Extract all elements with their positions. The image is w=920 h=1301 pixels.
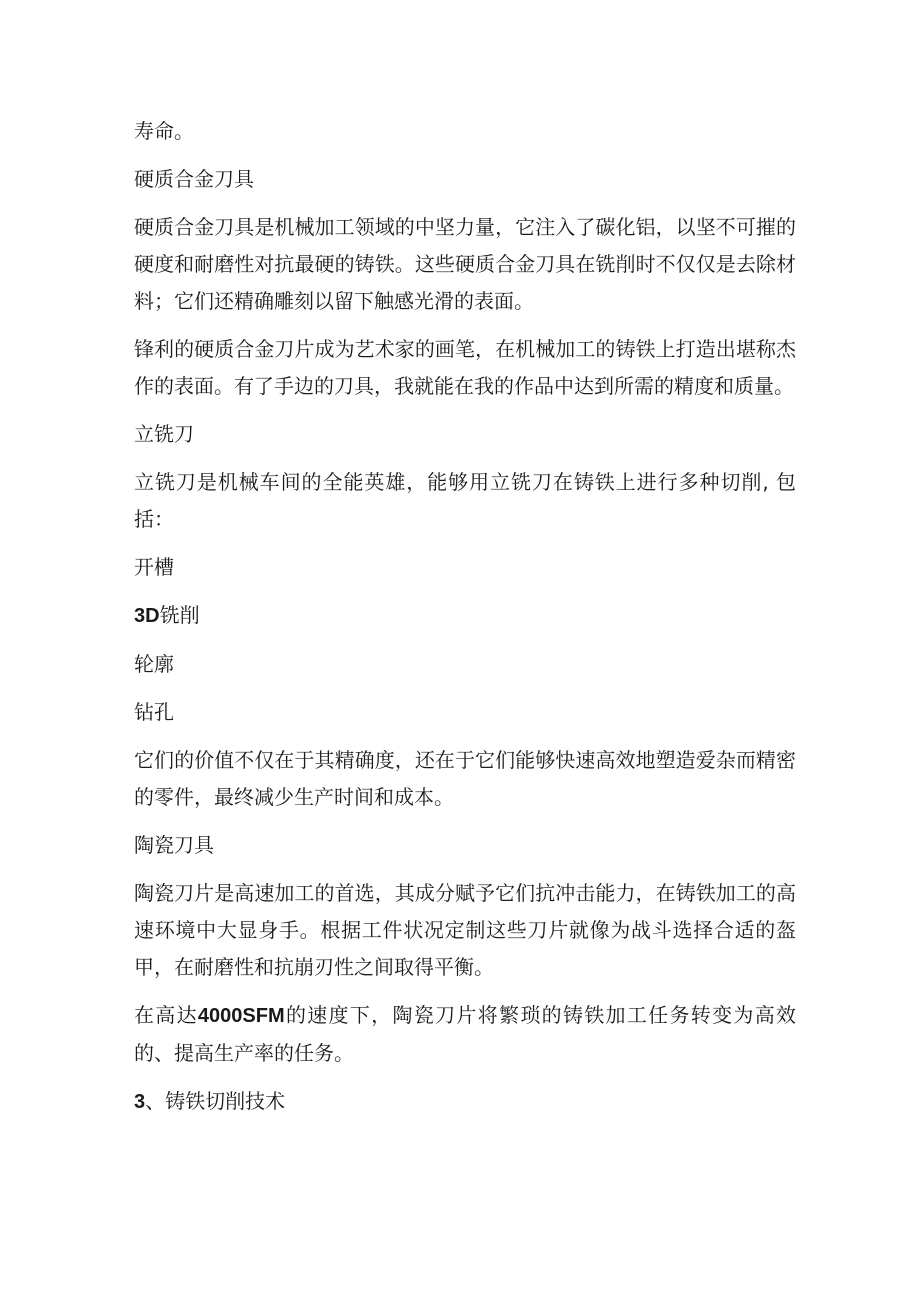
list-item-3d-prefix: 3D <box>134 605 160 627</box>
list-item-drilling: 钻孔 <box>134 700 174 724</box>
heading-ceramic-tools: 陶瓷刀具 <box>134 833 214 857</box>
document-body <box>134 113 796 1132</box>
list-item-3d-suffix: 铣削 <box>159 603 200 627</box>
heading-carbide-tools: 硬质合金刀具 <box>134 167 254 191</box>
ceramic-speed-suffix: 的速度下，陶瓷刀片将繁琐的铸铁加工任务转变为高效的、提高生产率的任务。 <box>134 1003 797 1065</box>
paragraph-end-mills-value: 它们的价值不仅在于其精确度，还在于它们能够快速高效地塑造爱杂而精密的零件，最终减少生产时间和成本。 <box>134 748 796 809</box>
paragraph-lifespan-end: 寿命。 <box>134 119 194 143</box>
paragraph-carbide-inserts: 锋利的硬质合金刀片成为艺术家的画笔，在机械加工的铸铁上打造出堪称杰作的表面。有了手边的刀具，我就能在我的作品中达到所需的精度和质量。 <box>134 337 796 398</box>
heading-cast-iron-cutting <box>134 1083 796 1121</box>
paragraph-carbide-description: 硬质合金刀具是机械加工领域的中坚力量，它注入了碳化铝，以坚不可摧的硬度和耐磨性对抗最硬的铸铁。这些硬质合金刀具在铣削时不仅仅是去除材料；它们还精确雕刻以留下触感光滑的表面。 <box>134 215 796 313</box>
ceramic-speed-number: 4000SFM <box>197 1005 285 1027</box>
list-item-3d-milling <box>134 597 796 635</box>
paragraph-end-mills-description: 立铣刀是机械车间的全能英雄，能够用立铣刀在铸铁上进行多种切削, 包括： <box>134 470 796 531</box>
heading-end-mills: 立铣刀 <box>134 422 194 446</box>
list-item-slotting: 开槽 <box>134 555 174 579</box>
paragraph-ceramic-speed <box>134 997 796 1072</box>
paragraph-ceramic-description: 陶瓷刀片是高速加工的首选，其成分赋予它们抗冲击能力，在铸铁加工的高速环境中大显身手。根据工件状况定制这些刀片就像为战斗选择合适的盔甲，在耐磨性和抗崩刃性之间取得平衡。 <box>134 881 796 979</box>
ceramic-speed-prefix: 在高达 <box>134 1003 198 1027</box>
section-number: 3 <box>134 1091 146 1113</box>
list-item-contouring: 轮廓 <box>134 652 174 676</box>
section-title: 、铸铁切削技术 <box>145 1089 286 1113</box>
